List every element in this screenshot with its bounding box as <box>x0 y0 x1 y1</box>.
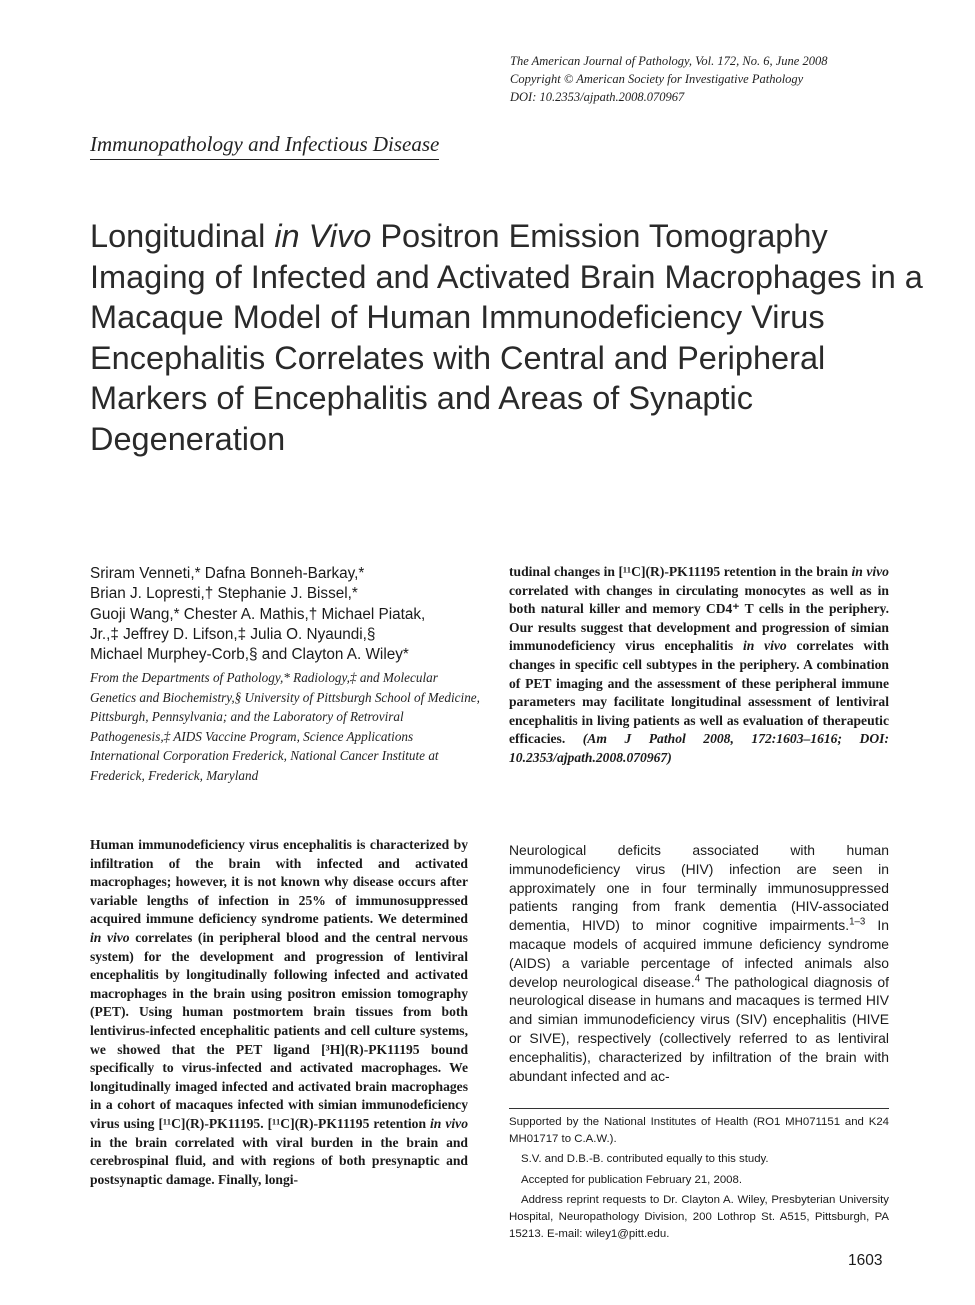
reference-marker: 4 <box>694 972 701 984</box>
abstract-italic: in vivo <box>742 638 787 654</box>
author-list <box>90 564 490 665</box>
reference-marker: 1–3 <box>849 916 866 928</box>
article-title <box>90 216 930 459</box>
footnote-equal-contribution: S.V. and D.B.-B. contributed equally to this study. <box>521 1153 769 1166</box>
author-line: Sriram Venneti,* Dafna Bonneh-Barkay,* <box>90 565 365 582</box>
abstract-text: correlated with changes in circulating monocytes as well as in both natural killer and memory CD4⁺ T cells in the periphery. Our results suggest that development and progression of simian immunodeficiency virus encephalitis <box>509 582 889 654</box>
intro-text: Neurological deficits associated with human immunodeficiency virus (HIV) infection are seen in approximately one in four terminally immunosuppressed patients ranging from frank dementia (HIV-associated dementia, HIVD) to minor cognitive impairments. <box>509 842 889 934</box>
author-line: Michael Murphey-Corb,§ and Clayton A. Wiley* <box>90 646 409 664</box>
title-italic: in Vivo <box>274 218 372 254</box>
abstract-italic: in vivo <box>430 1115 468 1131</box>
abstract-text: tudinal changes in [¹¹C](R)-PK11195 retention in the brain <box>509 564 852 579</box>
author-line: Brian J. Lopresti,† Stephanie J. Bissel,* <box>90 585 358 603</box>
title-part-2: Positron Emission Tomography Imaging of Infected and Activated Brain Macrophages in a Macaque Model of Human Immunodeficiency Virus Encephalitis Correlates with Central and Peripheral Markers of Encephalitis and Areas of Synaptic Degeneration <box>90 218 923 457</box>
introduction-paragraph <box>509 841 889 1085</box>
journal-doi-line: DOI: 10.2353/ajpath.2008.070967 <box>510 90 685 104</box>
footnote-divider <box>509 1108 889 1109</box>
abstract-italic: in vivo <box>851 564 889 579</box>
footnote-accepted: Accepted for publication February 21, 2008. <box>521 1173 742 1186</box>
journal-copyright-line: Copyright © American Society for Investigative Pathology <box>510 72 804 86</box>
title-part-1: Longitudinal <box>90 218 275 254</box>
section-heading: Immunopathology and Infectious Disease <box>90 132 439 160</box>
abstract-column-1 <box>90 836 468 1189</box>
abstract-text: correlates with changes in specific cell subtypes in the periphery. A combination of PET imaging and the assessment of these peripheral immune parameters may facilitate longitudinal assessment of lentiviral encephalitis in living patients as well as evaluation of therapeutic efficacies. <box>509 638 889 747</box>
author-line: Guoji Wang,* Chester A. Mathis,† Michael Piatak, <box>90 605 426 623</box>
author-line: Jr.,‡ Jeffrey D. Lifson,‡ Julia O. Nyaundi,§ <box>90 625 376 643</box>
footnote-support: Supported by the National Institutes of Health (RO1 MH071151 and K24 MH01717 to C.A.W.). <box>509 1116 889 1146</box>
abstract-italic: in vivo <box>90 929 130 945</box>
abstract-text: in the brain correlated with viral burden in the brain and cerebrospinal fluid, and with regions of both presynaptic and postsynaptic damage. Finally, longi- <box>90 1134 468 1187</box>
journal-citation-line: The American Journal of Pathology, Vol. 172, No. 6, June 2008 <box>510 54 828 68</box>
intro-text: The pathological diagnosis of neurological disease in humans and macaques is termed HIV and simian immunodeficiency virus (SIV) encephalitis (HIVE or SIVE), respectively (collectively referred to as lentiviral encephalitis), characterized by infiltration of the brain with abundant infected and ac- <box>509 973 889 1084</box>
abstract-citation: (Am J Pathol 2008, 172:1603–1616; DOI: 10.2353/ajpath.2008.070967) <box>509 731 889 765</box>
abstract-text: correlates (in peripheral blood and the central nervous system) for the development and progression of lentiviral encephalitis by longitudinally following infected and activated macrophages in the brain using positron emission tomography (PET). Using human postmortem brain tissues from both lentivirus-infected encephalitic patients and cell culture systems, we showed that the PET ligand [³H](R)-PK11195 bound specifically to virus-infected and activated macrophages. We longitudinally imaged infected and activated brain macrophages in a cohort of macaques infected with simian immunodeficiency virus using [¹¹C](R)-PK11195. [¹¹C](R)-PK11195 retention <box>90 929 468 1131</box>
intro-text: In macaque models of acquired immune deficiency syndrome (AIDS) a variable percentage of infected animals also develop neurological disease. <box>509 917 889 990</box>
abstract-column-2 <box>509 563 889 768</box>
affiliations: From the Departments of Pathology,* Radiology,‡ and Molecular Genetics and Biochemistry,§ University of Pittsburgh School of Medicine, Pittsburgh, Pennsylvania; and the Laboratory of Retroviral Pathogenesis,‡ AIDS Vaccine Program, Science Applications International Corporation Frederick, National Cancer Institute at Frederick, Frederick, Maryland <box>90 670 480 783</box>
footnote-address: Address reprint requests to Dr. Clayton A. Wiley, Presbyterian University Hospital, Neuropathology Division, 200 Lothrop St. A515, Pittsburgh, PA 15213. E-mail: wiley1@pitt.edu. <box>509 1193 889 1241</box>
journal-header <box>510 52 930 106</box>
abstract-text: Human immunodeficiency virus encephalitis is characterized by infiltration of the brain with infected and activated macrophages; however, it is not known why disease occurs after variable lengths of infection in 25% of immunosuppressed acquired immune deficiency syndrome patients. We determined <box>90 837 468 927</box>
footnotes <box>509 1114 889 1246</box>
page-number: 1603 <box>848 1252 883 1269</box>
